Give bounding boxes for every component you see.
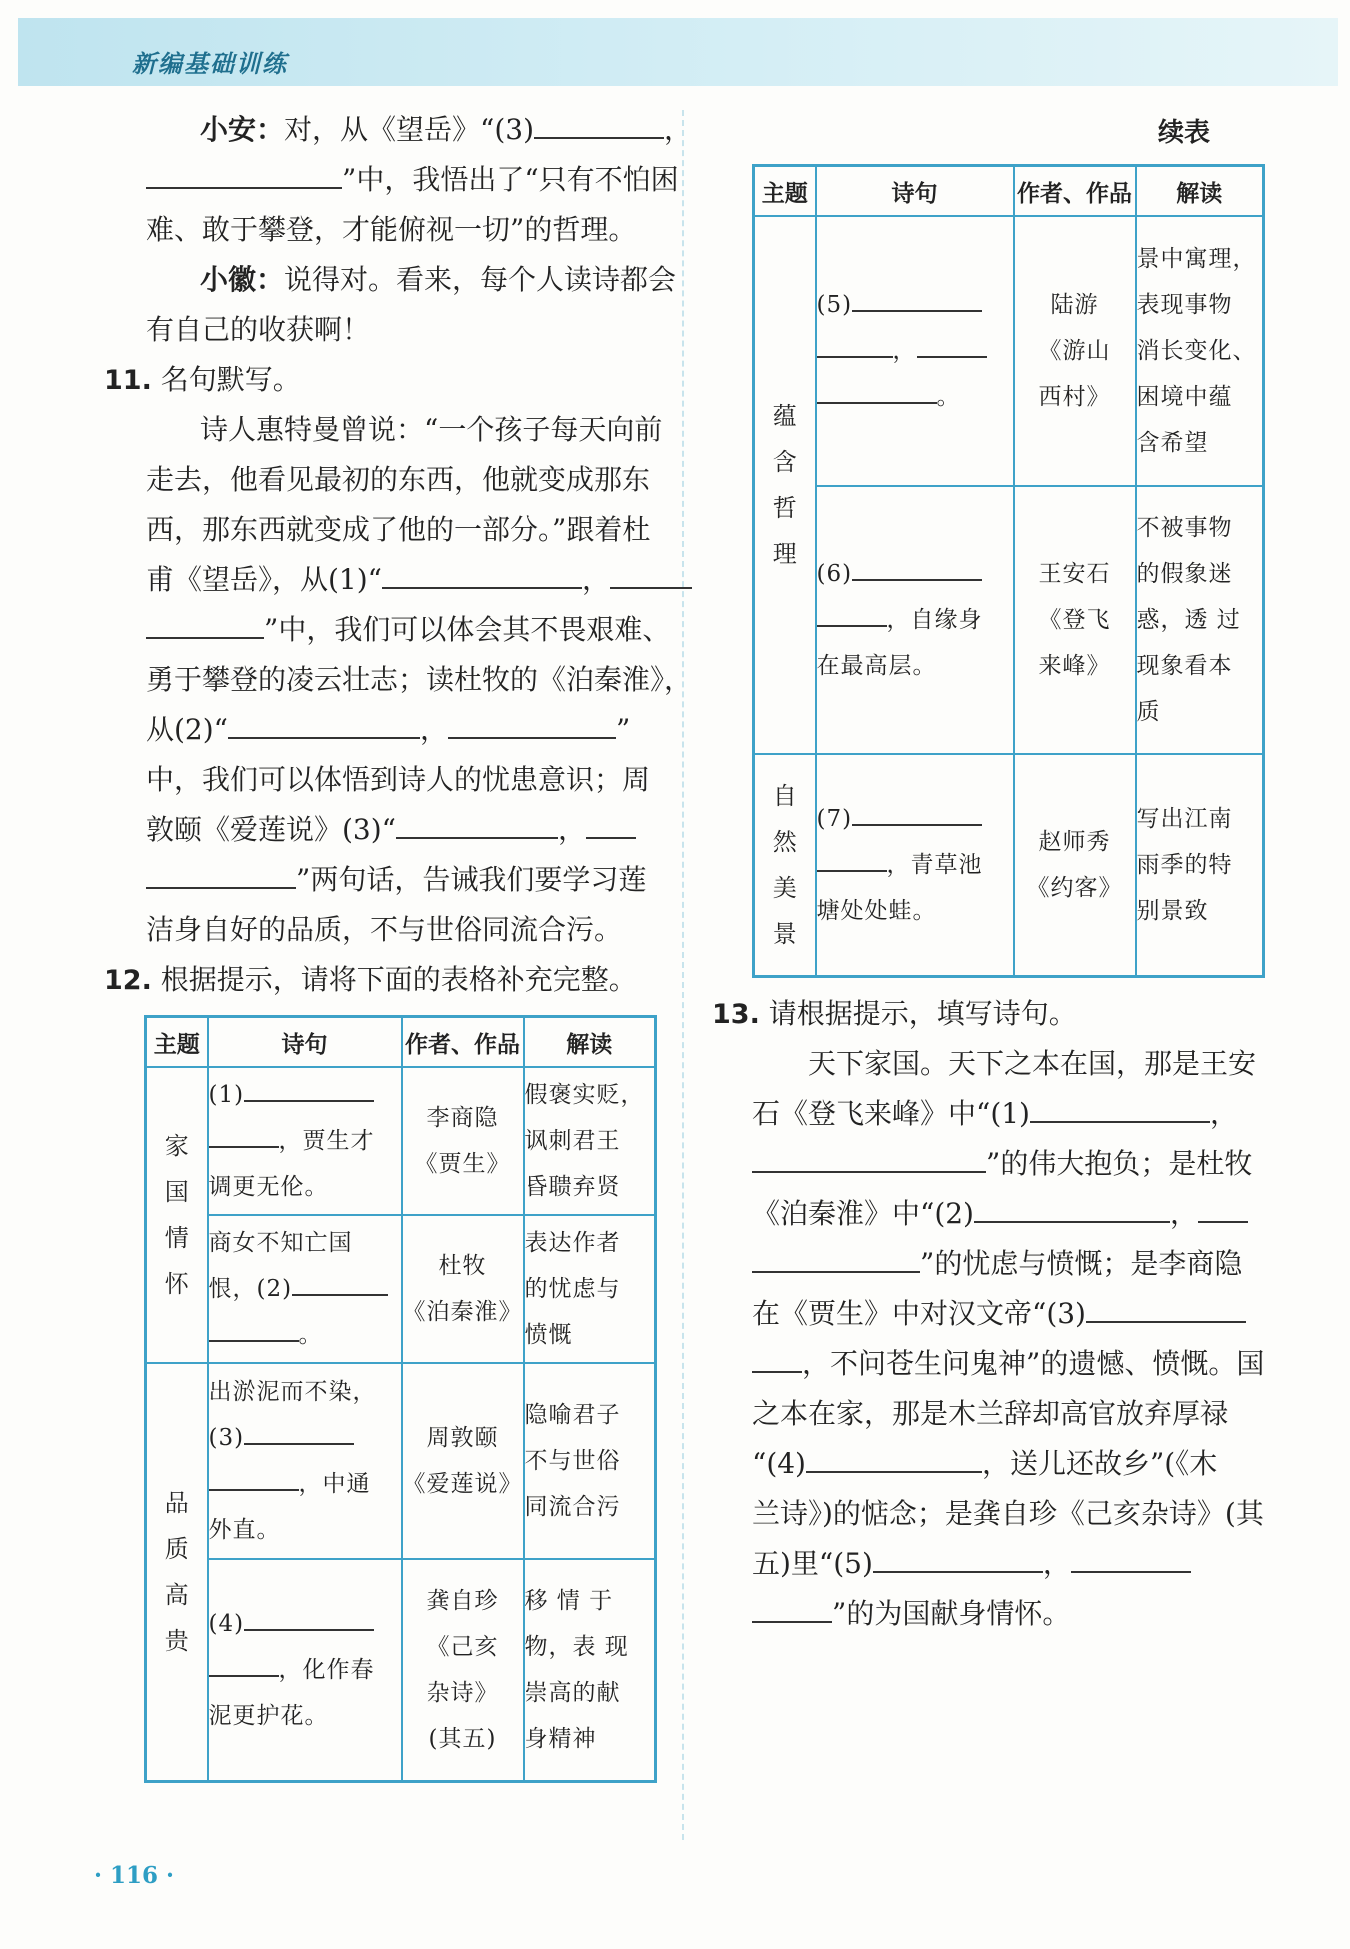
blank-q11-3b[interactable] <box>586 811 636 839</box>
q13-line-2: 石《登飞来峰》中“(1) ， <box>752 1097 1238 1130</box>
blank-q11-3c[interactable] <box>146 861 296 889</box>
q13-line-4: 《泊秦淮》中“(2) ， <box>752 1194 1248 1234</box>
q11-line-8: 中，我们可以体悟到诗人的忧患意识；周 <box>146 763 651 796</box>
dialog-line-1: 小安：对，从《望岳》“(3) ， <box>200 113 693 146</box>
q11-line-7: 从(2)“ ， ” <box>146 713 631 746</box>
blank-table-1b[interactable] <box>209 1120 279 1148</box>
table-row <box>146 1067 656 1215</box>
blank <box>146 161 342 189</box>
blank-table-2a[interactable] <box>292 1268 388 1296</box>
q11-line-11: 洁身自好的品质，不与世俗同流合污。 <box>146 913 623 946</box>
header-poem: 诗句 <box>208 1017 402 1068</box>
blank-q13-5c[interactable] <box>752 1595 832 1623</box>
header-author: 作者、作品 <box>402 1017 524 1068</box>
reading-cell: 假褒实贬， 讽刺君王 昏聩弃贤 <box>524 1067 656 1215</box>
author-cell: 周敦颐 《爱莲说》 <box>402 1363 524 1559</box>
header-theme: 主题 <box>146 1017 208 1068</box>
blank-q11-1b[interactable] <box>610 561 692 589</box>
poem-cell: 商女不知亡国 恨，(2) 。 <box>208 1215 402 1363</box>
blank-table-4a[interactable] <box>244 1603 374 1631</box>
table-row <box>146 1215 656 1363</box>
question-11-title: 11. 名句默写。 <box>104 363 301 396</box>
poem-cell: (1) ，贾生才 调更无伦。 <box>208 1067 402 1215</box>
author-cell: 王安石 《登飞 来峰》 <box>1014 486 1136 754</box>
blank-q11-2a[interactable] <box>228 711 420 739</box>
q13-line-5: ”的忧虑与愤慨；是李商隐 <box>752 1244 1242 1284</box>
blank-q11-2b[interactable] <box>448 711 616 739</box>
author-cell: 李商隐 《贾生》 <box>402 1067 524 1215</box>
q11-line-2: 走去，他看见最初的东西，他就变成那东 <box>146 463 651 496</box>
blank-table-7b[interactable] <box>817 844 887 872</box>
table-row <box>754 754 1264 976</box>
q11-line-3: 西，那东西就变成了他的一部分。”跟着杜 <box>146 513 651 546</box>
table-row <box>146 1559 656 1781</box>
blank-q13-1b[interactable] <box>752 1145 986 1173</box>
poem-table-left <box>144 1015 657 1783</box>
table-row <box>146 1363 656 1559</box>
author-cell: 赵师秀 《约客》 <box>1014 754 1136 976</box>
blank-q13-5b[interactable] <box>1071 1545 1191 1573</box>
blank-q13-2a[interactable] <box>974 1195 1170 1223</box>
reading-cell: 不被事物 的假象迷 惑，透 过 现象看本 质 <box>1136 486 1264 754</box>
blank-table-6a[interactable] <box>852 553 982 581</box>
question-12-title: 12. 根据提示，请将下面的表格补充完整。 <box>104 963 637 996</box>
reading-cell: 表达作者 的忧虑与 愤慨 <box>524 1215 656 1363</box>
poem-cell: (5) ， 。 <box>816 216 1014 486</box>
table-row <box>754 486 1264 754</box>
page-number: · 116 · <box>94 1862 175 1889</box>
dialog-line-4: 小徽：说得对。看来，每个人读诗都会 <box>200 263 677 296</box>
q11-line-1: 诗人惠特曼曾说：“一个孩子每天向前 <box>200 413 663 446</box>
reading-cell: 景中寓理， 表现事物 消长变化、 困境中蕴 含希望 <box>1136 216 1264 486</box>
header-author: 作者、作品 <box>1014 166 1136 217</box>
q11-line-4: 甫《望岳》，从(1)“ ， <box>146 560 692 600</box>
dialog-line-3: 难、敢于攀登，才能俯视一切”的哲理。 <box>146 213 637 246</box>
table-row <box>754 216 1264 486</box>
theme-jiaguo: 家 国 情 怀 <box>146 1067 208 1363</box>
blank-q13-3b[interactable] <box>752 1345 802 1373</box>
q13-line-12: ”的为国献身情怀。 <box>752 1594 1070 1634</box>
blank-table-6b[interactable] <box>817 599 887 627</box>
blank-table-3a[interactable] <box>244 1417 354 1445</box>
blank <box>534 111 664 139</box>
blank-table-1a[interactable] <box>244 1074 374 1102</box>
poem-cell: (4) ，化作春 泥更护花。 <box>208 1559 402 1781</box>
poem-cell: (7) ，青草池 塘处处蛙。 <box>816 754 1014 976</box>
poem-cell: 出淤泥而不染， (3) ，中通 外直。 <box>208 1363 402 1559</box>
book-series-title: 新编基础训练 <box>132 50 288 78</box>
dialog-line-5: 有自己的收获啊！ <box>146 313 371 346</box>
q13-line-11: 五)里“(5) ， <box>752 1544 1191 1584</box>
blank-table-2b[interactable] <box>209 1314 299 1342</box>
blank-q11-1c[interactable] <box>146 611 264 639</box>
dialog-line-2: ”中，我悟出了“只有不怕困 <box>146 160 679 200</box>
blank-table-5a[interactable] <box>852 284 982 312</box>
q13-line-3: ”的伟大抱负；是杜牧 <box>752 1144 1252 1184</box>
blank-q11-3a[interactable] <box>396 811 558 839</box>
header-poem: 诗句 <box>816 166 1014 217</box>
continued-table-label: 续表 <box>1158 118 1211 148</box>
column-divider <box>682 110 684 1840</box>
q13-line-1: 天下家国。天下之本在国，那是王安 <box>808 1047 1257 1080</box>
blank-table-5c[interactable] <box>917 330 987 358</box>
q13-line-10: 兰诗》)的惦念；是龚自珍《己亥杂诗》(其 <box>752 1497 1264 1530</box>
blank-q13-2c[interactable] <box>752 1245 920 1273</box>
author-cell: 龚自珍 《己亥 杂诗》 (其五) <box>402 1559 524 1781</box>
blank-q13-1a[interactable] <box>1030 1095 1210 1123</box>
author-cell: 陆游 《游山 西村》 <box>1014 216 1136 486</box>
q11-line-5: ”中，我们可以体会其不畏艰难、 <box>146 610 670 650</box>
question-13-title: 13. 请根据提示，填写诗句。 <box>712 997 1077 1030</box>
q11-line-9: 敦颐《爱莲说》(3)“ ， <box>146 810 636 850</box>
blank-q13-4[interactable] <box>806 1445 982 1473</box>
reading-cell: 隐喻君子 不与世俗 同流合污 <box>524 1363 656 1559</box>
blank-q13-3a[interactable] <box>1086 1295 1246 1323</box>
blank-q11-1a[interactable] <box>382 561 582 589</box>
q11-line-10: ”两句话，告诫我们要学习莲 <box>146 860 646 900</box>
header-theme: 主题 <box>754 166 816 217</box>
reading-cell: 写出江南 雨季的特 别景致 <box>1136 754 1264 976</box>
blank-table-3b[interactable] <box>209 1463 299 1491</box>
q13-line-9: “(4) ，送儿还故乡”(《木 <box>752 1447 1218 1480</box>
author-cell: 杜牧 《泊秦淮》 <box>402 1215 524 1363</box>
theme-ziran: 自 然 美 景 <box>754 754 816 976</box>
theme-zheli: 蕴 含 哲 理 <box>754 216 816 754</box>
blank-q13-2b[interactable] <box>1198 1195 1248 1223</box>
poem-table-right <box>752 164 1265 978</box>
blank-table-4b[interactable] <box>209 1649 279 1677</box>
q13-line-7: ，不问苍生问鬼神”的遗憾、愤慨。国 <box>752 1344 1264 1384</box>
speaker-xiaoan: 小安： <box>200 113 285 146</box>
blank-table-7a[interactable] <box>852 798 982 826</box>
speaker-xiaohui: 小徽： <box>200 263 285 296</box>
poem-cell: (6) ，自缘身 在最高层。 <box>816 486 1014 754</box>
blank-table-5b[interactable] <box>817 330 893 358</box>
theme-pinzhi: 品 质 高 贵 <box>146 1363 208 1781</box>
q11-line-6: 勇于攀登的凌云壮志；读杜牧的《泊秦淮》， <box>146 663 693 696</box>
blank-table-5d[interactable] <box>817 376 937 404</box>
q13-line-6: 在《贾生》中对汉文帝“(3) <box>752 1294 1246 1334</box>
header-reading: 解读 <box>1136 166 1264 217</box>
header-reading: 解读 <box>524 1017 656 1068</box>
blank-q13-5a[interactable] <box>873 1545 1043 1573</box>
reading-cell: 移 情 于 物，表 现 崇高的献 身精神 <box>524 1559 656 1781</box>
q13-line-8: 之本在家，那是木兰辞却高官放弃厚禄 <box>752 1397 1229 1430</box>
